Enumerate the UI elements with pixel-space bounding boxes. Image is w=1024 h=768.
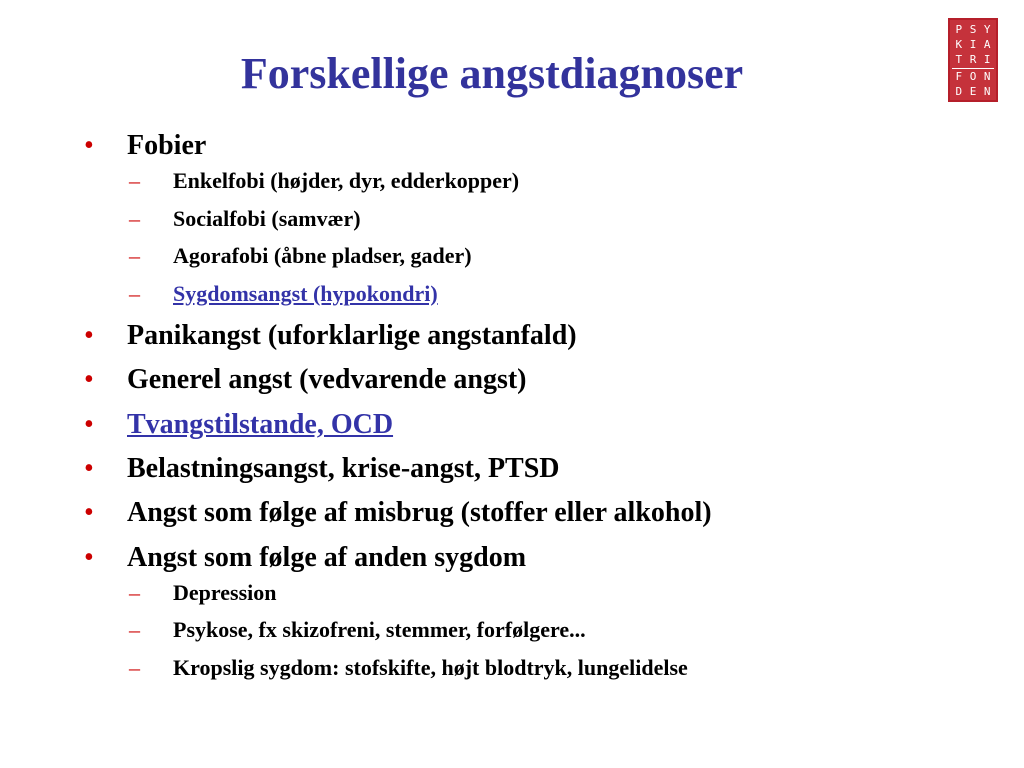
bullet-marker: • — [84, 130, 94, 161]
bullet-list — [84, 130, 984, 694]
bullet-text: Belastningsangst, krise-angst, PTSD — [127, 453, 560, 484]
sub-text: Socialfobi (samvær) — [173, 205, 361, 231]
sub-text: Depression — [173, 580, 277, 606]
dash-marker: – — [129, 654, 140, 680]
sub-item — [129, 206, 984, 232]
sub-item — [129, 617, 984, 643]
bullet-item — [84, 542, 984, 682]
dash-marker: – — [129, 243, 140, 269]
bullet-marker: • — [84, 364, 94, 396]
sub-text: Kropslig sygdom: stofskifte, højt blodtryk, lungelidelse — [173, 654, 688, 680]
dash-marker: – — [129, 580, 140, 606]
bullet-text: Fobier — [127, 130, 207, 161]
sub-text: Agorafobi (åbne pladser, gader) — [173, 243, 472, 269]
sub-item — [129, 243, 984, 269]
bullet-marker: • — [84, 453, 94, 484]
sub-text: Psykose, fx skizofreni, stemmer, forfølgere... — [173, 617, 586, 643]
sub-list — [127, 580, 984, 681]
sub-item — [129, 580, 984, 606]
psykiatrifonden-logo — [948, 18, 998, 102]
bullet-text: Angst som følge af misbrug (stoffer eller alkohol) — [127, 497, 712, 529]
dash-marker: – — [129, 168, 140, 194]
sub-link[interactable]: Sygdomsangst (hypokondri) — [173, 280, 438, 306]
bullet-item — [84, 497, 984, 528]
slide-title: Forskellige angstdiagnoser — [240, 49, 744, 98]
sub-item — [129, 281, 984, 307]
logo-letter-row: T R I — [955, 53, 991, 66]
sub-list — [127, 168, 984, 307]
dash-marker: – — [129, 617, 140, 643]
bullet-item — [84, 364, 984, 395]
logo-divider — [952, 68, 994, 69]
bullet-text: Generel angst (vedvarende angst) — [127, 364, 527, 396]
bullet-item — [84, 320, 984, 351]
logo-letter-row: F O N — [955, 70, 991, 83]
bullet-item — [84, 453, 984, 484]
bullet-link[interactable]: Tvangstilstande, OCD — [127, 408, 394, 440]
bullet-item — [84, 130, 984, 307]
bullet-marker: • — [84, 497, 94, 529]
sub-item — [129, 168, 984, 194]
bullet-text: Angst som følge af anden sygdom — [127, 541, 527, 573]
sub-item — [129, 655, 984, 681]
bullet-marker: • — [84, 408, 94, 440]
bullet-text: Panikangst (uforklarlige angstanfald) — [127, 319, 577, 351]
dash-marker: – — [129, 205, 140, 231]
sub-text: Enkelfobi (højder, dyr, edderkopper) — [173, 168, 520, 194]
logo-letter-row: K I A — [955, 38, 991, 51]
logo-letter-row: D E N — [955, 85, 991, 98]
logo-letter-row: P S Y — [955, 23, 991, 36]
dash-marker: – — [129, 280, 140, 306]
bullet-item — [84, 409, 984, 440]
bullet-marker: • — [84, 541, 94, 573]
bullet-marker: • — [84, 319, 94, 351]
